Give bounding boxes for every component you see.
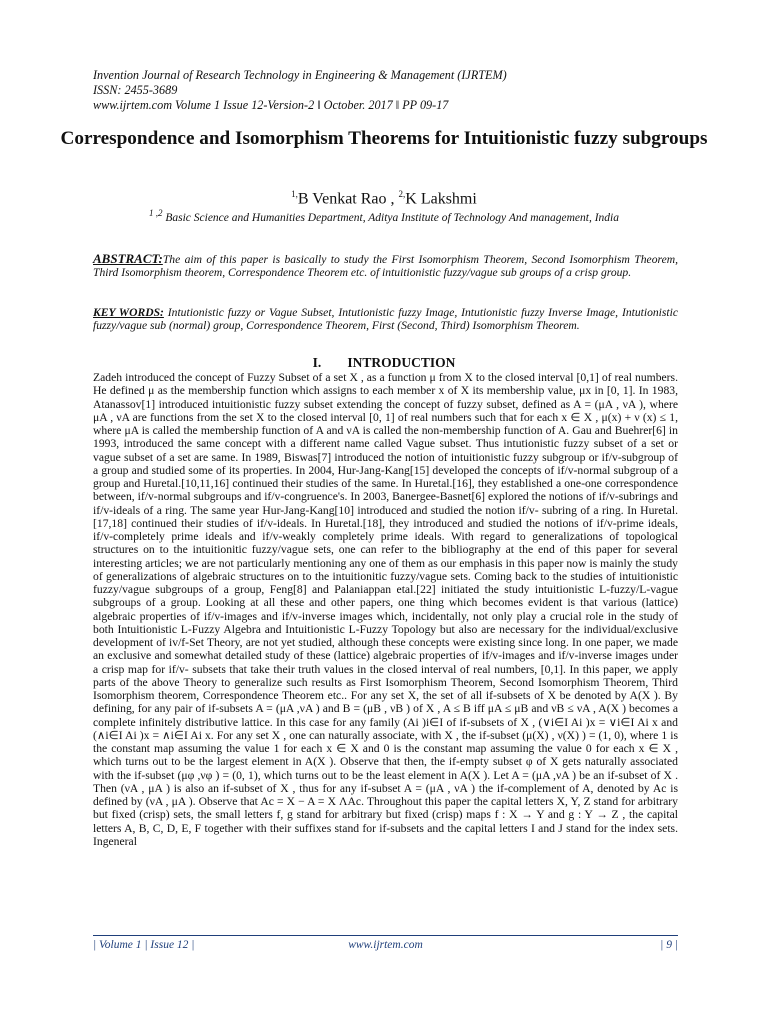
abstract-label: ABSTRACT: <box>93 251 163 266</box>
author2-sup: 2, <box>398 189 406 199</box>
affiliation <box>60 206 708 226</box>
section-heading <box>60 355 708 371</box>
affiliation-text: Basic Science and Humanities Department, Aditya Institute of Technology And management, India <box>165 211 620 224</box>
journal-issn: ISSN: 2455-3689 <box>93 83 178 97</box>
section-number: I. <box>312 355 322 370</box>
section-title: INTRODUCTION <box>347 355 456 370</box>
keywords <box>93 306 678 333</box>
affiliation-sup: 1 ,2 <box>148 208 163 218</box>
journal-header <box>93 68 693 113</box>
keywords-label: KEY WORDS: <box>93 306 164 319</box>
page-footer <box>93 939 678 955</box>
body-paragraph: Zadeh introduced the concept of Fuzzy Subset of a set X , as a function μ from X to the closed interval [0,1] of real numbers. He defined μ as the membership function which assigns to each member x of X its membership value, μx in [0, 1]. In 1983, Atanassov[1] introduced intuitionistic fuzzy subset extending the concept of fuzzy subset, defined as A = (μA , νA ), where μA , νA are functions from the set X to the closed interval [0, 1] of real numbers such that for each x ∈ X , μ(x) + ν (x) ≤ 1, where μA is called the membership function of A and νA is called the non-membership function of A. Gau and Buehrer[6] in 1993, introduced the same concept with a different name called Vague subset. Thus intutionistic fuzzy subset of a set or vague subset of a set are same. In 1989, Biswas[7] introduced the notion of intuitionistic fuzzy subgroup or if/v-subgroup of a group and studied some of its properties. In 2004, Hur-Jang-Kang[15] developed the concepts of if/v-normal subgroup of a group and Huretal.[10,11,16] continued their studies of the same. In Huretal.[16], they established a one-one correspondence between, if/v-normal subgroups and if/v-congruence's. In 2003, Banergee-Basnet[6] explored the notions of if/v-subrings and if/v-ideals of a ring. The same year Hur-Jang-Kang[10] introduced and studied the notion if/v- subring of a ring. In Huretal.[17,18] continued their studies of if/v-ideals. In Huretal.[18], they introduced and studied the notions of if/v-prime ideals, if/v-completely prime ideals and if/v-weakly completely prime ideals. With regard to generalizations of topological structures on to the intuitionitic fuzzy/vague sets, one can refer to the bibliography at the end of this paper for several interesting articles; we are not particularly mentioning any one of them as our emphasis in this paper now is mainly the study of generalizations of algebraic structures on to the intuitionitic fuzzy/vague sets. Coming back to the studies of intuitionistic fuzzy/vague subgroups of a group, Feng[8] and Palaniappan etal.[22] initiated the study intuitionistic L-fuzzy/L-vague subgroups of a group. Looking at all these and other papers, one thing which becomes evident is that various (lattice) algebraic properties of if/v-images and if/v-inverse images which, incidentally, not only play a crucial role in the study of both Intuitionistic L-Fuzzy Algebra and Intuitionistic L-Fuzzy Topology but also are necessary for the individual/exclusive development of iv/f-Set Theory, are not yet studied, although these concepts were existing since long. In one paper, we made an exclusive and somewhat detailed study of these (lattice) algebraic properties of if/v-images and if/v-inverse images under a crisp map for if/v- subsets that take their truth values in the closed interval of real numbers, [0,1]. In this paper, we apply parts of the above Theory to generalize such results as First Isomorphism Theorem, Second Isomorphism Theorem, Third Isomorphism theorem, Correspondence Theorem etc.. For any set X, the set of all if-subsets of X be denoted by A(X ). By defining, for any pair of if-subsets A = (μA ,νA ) and B = (μB , νB ) of X , A ≤ B iff μA ≤ μB and νB ≤ νA , A(X ) becomes a complete infinitely distributive lattice. In this case for any family (Ai )i∈I of if-subsets of X , (∨i∈I Ai )x = ∨i∈I Ai x and (∧i∈I Ai )x = ∧i∈I Ai x. For any set X , one can naturally associate, with X , the if-subset (μ(X) , ν(X) ) = (1, 0), where 1 is the constant map assuming the value 1 for each x ∈ X and 0 is the constant map assuming the value 0 for each x ∈ X , which turns out to be the largest element in A(X ). Observe that then, the if-empty subset φ of X gets naturally associated with the if-subset (μφ ,νφ ) = (0, 1), which turns out to be the least element in A(X ). Let A = (μA ,νA ) be an if-subset of X . Then (νA , μA ) is also an if-subset of X , thus for any if-subset A = (μA , νA ) the if-complement of A, denoted by Ac is defined by (νA , μA ). Observe that Ac = X − A = X ΛAc. Throughout this paper the capital letters X, Y, Z stand for arbitrary but fixed (crisp) sets, the small letters f, g stand for arbitrary but fixed (crisp) maps f : X → Y and g : Y → Z , the capital letters A, B, C, D, E, F together with their suffixes stand for if-subsets and the capital letters I and J stand for the index sets. Ingeneral <box>93 371 678 848</box>
abstract-text: The aim of this paper is basically to study the First Isomorphism Theorem, Second Isomorphism Theorem, Third Isomorphism theorem, Correspondence Theorem etc. of intuitionistic fuzzy/vague sub groups of a crisp group. <box>93 253 678 280</box>
paper-title: Correspondence and Isomorphism Theorems for Intuitionistic fuzzy subgroups <box>60 128 708 149</box>
author2-name: K Lakshmi <box>405 190 477 208</box>
journal-name: Invention Journal of Research Technology in Engineering & Management (IJRTEM) <box>93 68 507 82</box>
abstract <box>93 252 678 280</box>
footer-website-link[interactable]: www.ijrtem.com <box>348 939 423 951</box>
journal-volume-line: www.ijrtem.com Volume 1 Issue 12-Version-2 ǁ October. 2017 ǁ PP 09-17 <box>93 98 449 112</box>
keywords-text: Intutionistic fuzzy or Vague Subset, Intutionistic fuzzy Image, Intutionistic fuzzy Inverse Image, Intutionistic fuzzy/vague sub (normal) group, Correspondence Theorem, First (Second, Third) Isomorphism Theorem. <box>93 306 678 333</box>
author1-sup: 1, <box>291 189 298 199</box>
footer-page-number: | 9 | <box>660 939 678 951</box>
footer-volume: | Volume 1 | Issue 12 | <box>93 939 195 951</box>
author1-name: B Venkat Rao , <box>297 190 395 208</box>
footer-rule <box>93 935 678 936</box>
